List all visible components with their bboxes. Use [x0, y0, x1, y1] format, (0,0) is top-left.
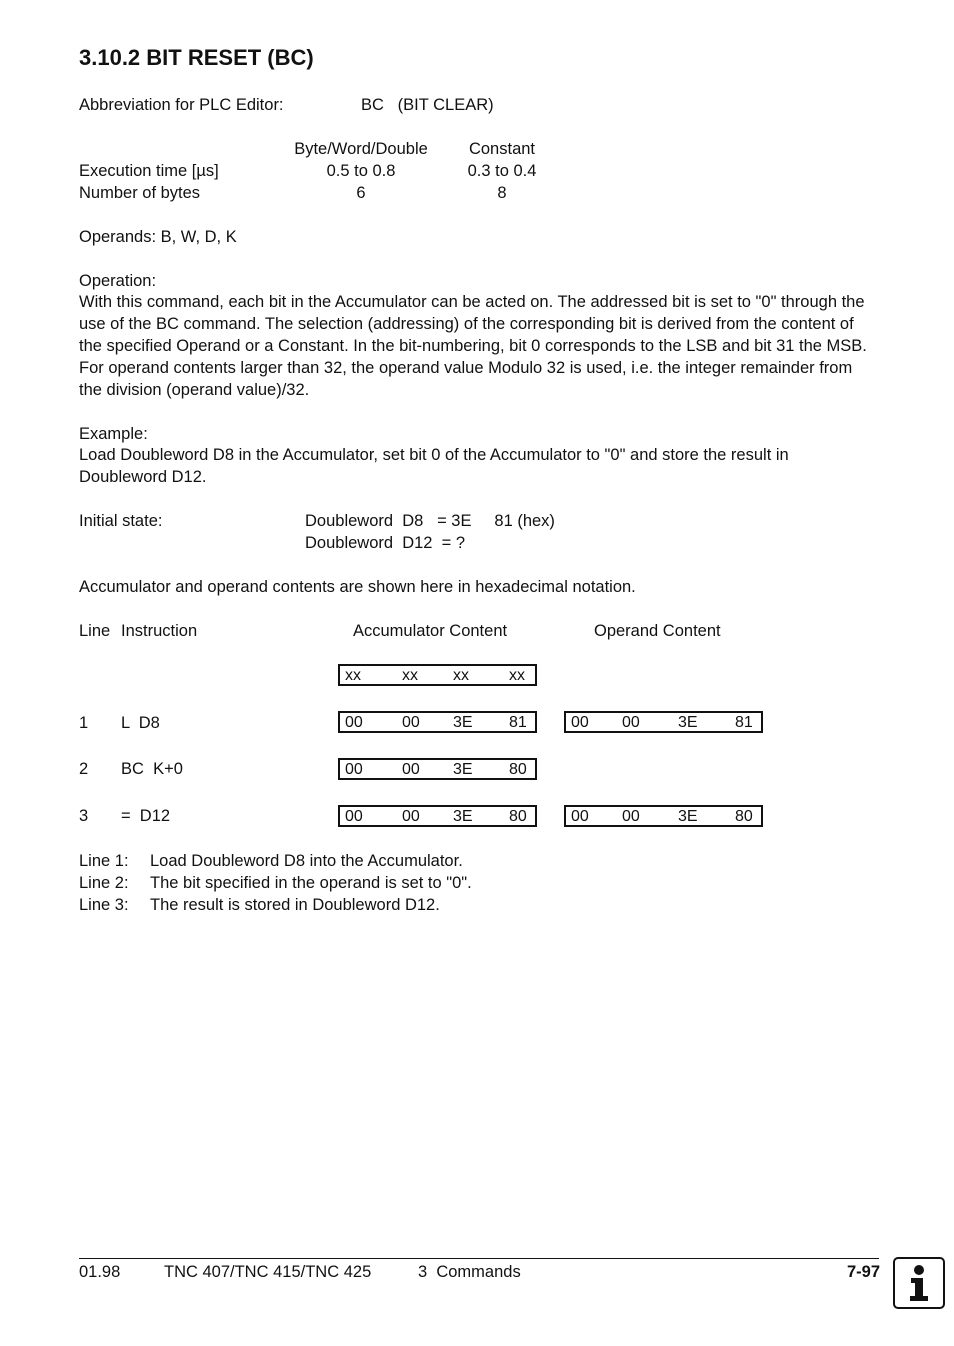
info-icon [893, 1257, 945, 1309]
note-label: Line 3: [79, 896, 129, 914]
byte-cell: 81 [509, 714, 527, 731]
byte-cell: 81 [735, 714, 753, 731]
byte-cell: 00 [345, 808, 363, 825]
byte-cell: 3E [453, 808, 473, 825]
table-header-line: Line [79, 622, 111, 640]
byte-cell: xx [509, 667, 525, 684]
timing-row-label: Number of bytes [79, 184, 201, 202]
example-text: Load Doubleword D8 in the Accumulator, set bit 0 of the Accumulator to "0" and store the result in Doubleword D12. [79, 446, 789, 486]
note-text: Load Doubleword D8 into the Accumulator. [150, 852, 463, 870]
byte-cell: 80 [735, 808, 753, 825]
note-text: The result is stored in Doubleword D12. [150, 896, 440, 914]
timing-col-header-bwd: Byte/Word/Double [294, 140, 428, 158]
notation-text: Accumulator and operand contents are shown here in hexadecimal notation. [79, 578, 636, 596]
byte-cell: 00 [345, 761, 363, 778]
table-row-instruction: BC K+0 [121, 760, 183, 778]
footer-chapter: 3 Commands [418, 1263, 521, 1281]
byte-cell: xx [345, 667, 361, 684]
byte-cell: 00 [345, 714, 363, 731]
operation-label: Operation: [79, 272, 157, 290]
byte-cell: 80 [509, 808, 527, 825]
initial-state-label: Initial state: [79, 512, 163, 530]
page-title: 3.10.2 BIT RESET (BC) [79, 45, 314, 70]
operand-box [564, 805, 763, 827]
page-number: 7-97 [846, 1263, 880, 1281]
byte-cell: xx [402, 667, 418, 684]
byte-cell: 00 [402, 808, 420, 825]
timing-cell: 0.3 to 0.4 [467, 162, 537, 180]
footer-date: 01.98 [79, 1263, 121, 1281]
byte-cell: 3E [678, 714, 698, 731]
byte-cell: 3E [678, 808, 698, 825]
table-header-accumulator: Accumulator Content [353, 622, 508, 640]
table-row-line: 2 [79, 760, 89, 778]
timing-row-label: Execution time [µs] [79, 162, 219, 180]
operand-box [564, 711, 763, 733]
abbreviation-label: Abbreviation for PLC Editor: [79, 96, 284, 114]
table-row-line: 1 [79, 714, 89, 732]
operands-line: Operands: B, W, D, K [79, 228, 237, 246]
table-header-operand: Operand Content [594, 622, 721, 640]
table-row-instruction: = D12 [121, 807, 171, 825]
initial-state-line1: Doubleword D8 = 3E 81 (hex) [305, 512, 555, 530]
byte-cell: 80 [509, 761, 527, 778]
byte-cell: 00 [622, 808, 640, 825]
operation-text: With this command, each bit in the Accumulator can be acted on. The addressed bit is set to "0" through the use of the BC command. The selection (addressing) of the corresponding bit is derived from the content of the specified Operand or a Constant. In the bit-numbering, bit 0 corresponds to the LSB and bit 31 the MSB. For operand contents larger than 32, the operand value Modulo 32 is used, i.e. the integer remainder from the division (operand value)/32. [79, 293, 867, 399]
timing-cell: 0.5 to 0.8 [326, 162, 396, 180]
footer-model: TNC 407/TNC 415/TNC 425 [164, 1263, 372, 1281]
footer-divider [79, 1258, 879, 1259]
timing-cell: 6 [356, 184, 366, 202]
table-row-instruction: L D8 [121, 714, 160, 732]
note-label: Line 1: [79, 852, 129, 870]
byte-cell: 00 [622, 714, 640, 731]
table-header-instruction: Instruction [121, 622, 198, 640]
accumulator-box [338, 664, 537, 686]
table-row-line: 3 [79, 807, 89, 825]
byte-cell: 00 [402, 761, 420, 778]
byte-cell: 3E [453, 761, 473, 778]
timing-cell: 8 [497, 184, 507, 202]
byte-cell: 00 [402, 714, 420, 731]
byte-cell: 00 [571, 714, 589, 731]
abbreviation-value: BC (BIT CLEAR) [361, 96, 494, 114]
byte-cell: 00 [571, 808, 589, 825]
timing-col-header-constant: Constant [468, 140, 536, 158]
accumulator-box [338, 758, 537, 780]
accumulator-box [338, 711, 537, 733]
byte-cell: 3E [453, 714, 473, 731]
note-label: Line 2: [79, 874, 129, 892]
note-text: The bit specified in the operand is set to "0". [150, 874, 472, 892]
example-label: Example: [79, 425, 148, 443]
initial-state-line2: Doubleword D12 = ? [305, 534, 466, 552]
accumulator-box [338, 805, 537, 827]
byte-cell: xx [453, 667, 469, 684]
